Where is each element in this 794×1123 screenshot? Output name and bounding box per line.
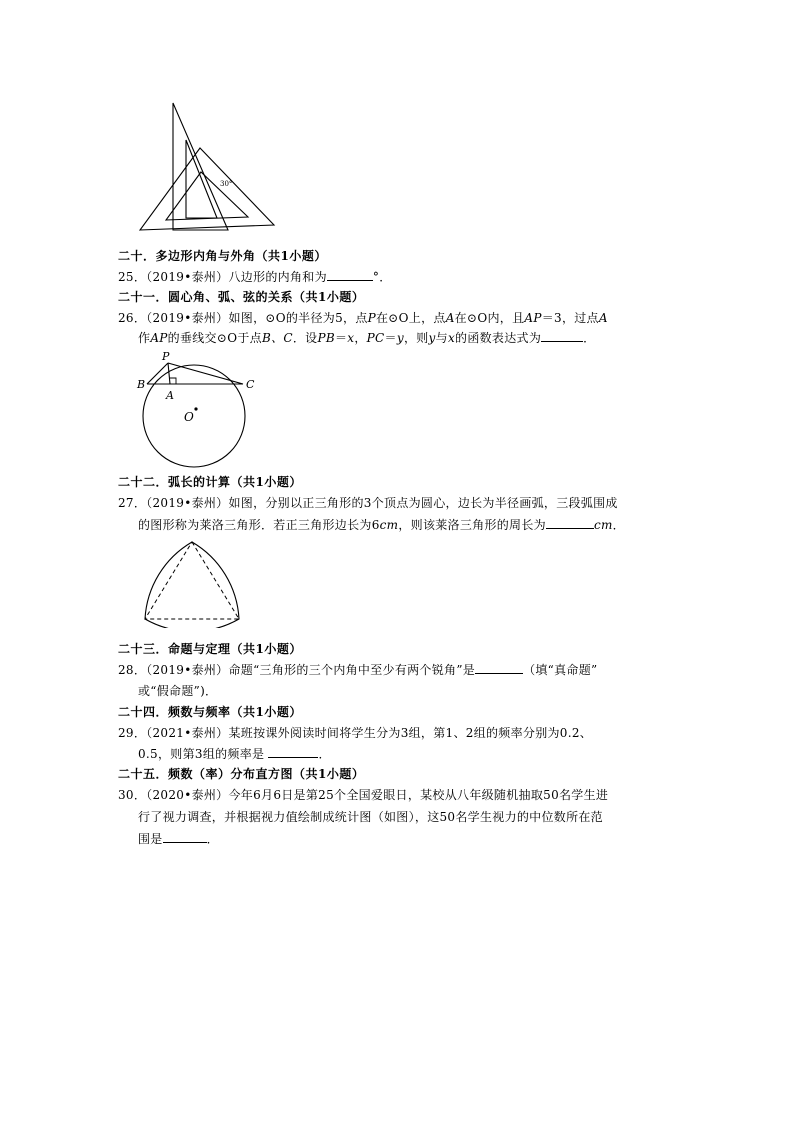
question-28-line-2: 或“假命题”)．	[138, 684, 218, 698]
answer-blank[interactable]	[268, 745, 318, 758]
question-28-line-1: 28．（2019•泰州）命题“三角形的三个内角中至少有两个锐角”是 （填“真命题”	[118, 663, 598, 677]
section-heading-22: 二十二．弧长的计算（共1小题）	[118, 475, 302, 489]
large-set-square	[173, 103, 228, 230]
question-29-line-2: 0.5，则第3组的频率是 ．	[138, 747, 331, 761]
question-29-line-1: 29．（2021•泰州）某班按课外阅读时间将学生分为3组，第1、2组的频率分别为0.2、	[118, 726, 593, 740]
question-30-line-3: 围是 ．	[138, 832, 219, 846]
section-heading-20: 二十．多边形内角与外角（共1小题）	[118, 249, 327, 263]
question-25	[118, 268, 392, 285]
question-30-line-2: 行了视力调查，并根据视力值绘制成统计图（如图），这50名学生视力的中位数所在范	[138, 810, 603, 824]
section-heading-25: 二十五．频数（率）分布直方图（共1小题）	[118, 767, 365, 781]
large-set-square-inner	[186, 140, 217, 218]
answer-blank[interactable]	[163, 830, 207, 843]
section-heading-21: 二十一．圆心角、弧、弦的关系（共1小题）	[118, 290, 365, 304]
label-B: B	[137, 378, 146, 391]
angle-label: 30°	[220, 180, 233, 188]
answer-blank[interactable]	[475, 661, 523, 674]
question-26-line-2: 作AP的垂线交⊙O于点B、C．设PB＝x，PC＝y，则y与x的函数表达式为 ．	[138, 331, 596, 345]
question-30-line-1: 30．（2020•泰州）今年6月6日是第25个全国爱眼日，某校从八年级随机抽取50名学生进	[118, 788, 609, 802]
circle-chord-figure	[132, 346, 262, 468]
isosceles-set-square-inner	[166, 172, 248, 220]
label-P: P	[162, 350, 170, 363]
question-27-line-1: 27．（2019•泰州）如图，分别以正三角形的3个顶点为圆心，边长为半径画弧，三段弧围成	[118, 496, 618, 510]
question-25-text: 25．（2019•泰州）八边形的内角和为	[118, 270, 327, 284]
answer-blank[interactable]	[546, 516, 594, 529]
question-25-suffix: °．	[372, 270, 392, 284]
reuleaux-triangle-figure	[136, 536, 256, 628]
section-heading-23: 二十三．命题与定理（共1小题）	[118, 642, 302, 656]
answer-blank[interactable]	[541, 329, 583, 342]
label-C: C	[246, 378, 255, 391]
label-O: O	[184, 410, 194, 424]
question-27-line-2: 的图形称为莱洛三角形．若正三角形边长为6cm，则该莱洛三角形的周长为 cm．	[138, 518, 625, 532]
label-A: A	[166, 389, 174, 402]
question-26-line-1: 26．（2019•泰州）如图，⊙O的半径为5，点P在⊙O上，点A在⊙O内，且AP＝3，过点A	[118, 311, 608, 325]
answer-blank[interactable]	[327, 268, 373, 281]
set-squares-figure	[136, 100, 286, 235]
section-heading-24: 二十四．频数与频率（共1小题）	[118, 705, 302, 719]
